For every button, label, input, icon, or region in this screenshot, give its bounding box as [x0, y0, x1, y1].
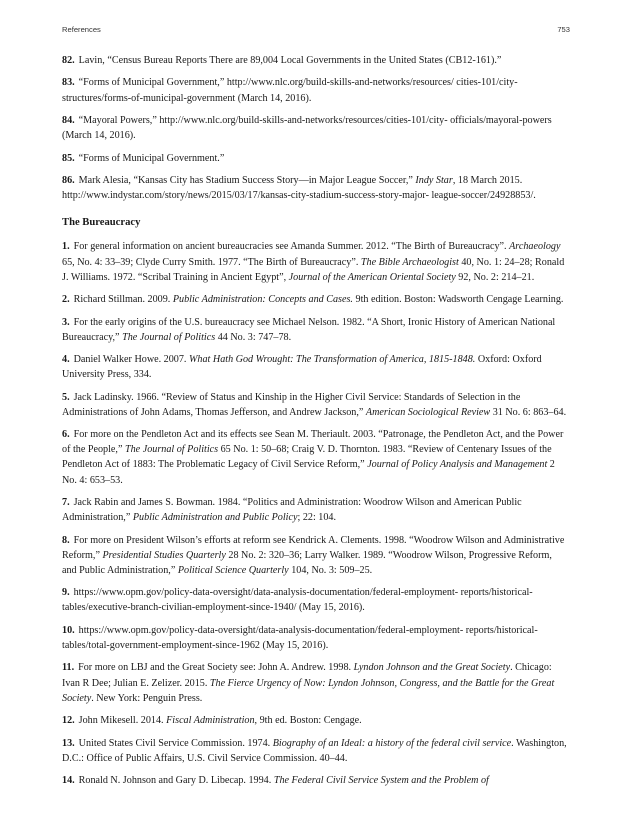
- page-number: 753: [557, 25, 570, 34]
- reference-number: 11.: [62, 662, 75, 674]
- reference-text: https://www.opm.gov/policy-data-oversight/data-analysis-documentation/federal-employment- reports/historical-tables/executive-branch-civilian-employment-since-1940/ (May 15, 2016).: [62, 587, 533, 614]
- reference-entry: [62, 53, 568, 68]
- reference-number: 3.: [62, 316, 70, 328]
- reference-entry: [62, 533, 568, 578]
- reference-text: , 18 March 2015. http://www.indystar.com/story/news/2015/03/17/kansas-city-stadium-success-story-major- league-soccer/24928853/.: [62, 175, 536, 202]
- reference-text: For more on President Wilson’s efforts at reform see Kendrick A. Clements. 1998. “Woodrow Wilson and Administrative Reform,”: [62, 534, 565, 561]
- reference-text: “Mayoral Powers,” http://www.nlc.org/build-skills-and-networks/resources/cities-101/city- officials/mayoral-powers (March 14, 2016).: [62, 115, 552, 142]
- reference-title-italic: The Bible Archaeologist: [360, 256, 459, 268]
- reference-title-italic: The Fierce Urgency of Now: Lyndon Johnson, Congress, and the Battle for the Great Society: [62, 677, 555, 704]
- reference-text: ; 22: 104.: [297, 512, 337, 524]
- reference-text: . Chicago: Ivan R Dee; Julian E. Zelizer. 2015.: [62, 662, 552, 689]
- reference-number: 82.: [62, 55, 75, 66]
- reference-number: 6.: [62, 429, 70, 441]
- reference-title-italic: Presidential Studies Quarterly: [102, 549, 226, 561]
- reference-entry: [62, 352, 568, 382]
- reference-number: 7.: [62, 497, 70, 509]
- reference-entry: [62, 151, 568, 166]
- reference-number: 12.: [62, 715, 75, 727]
- reference-text: , 9th ed. Boston: Cengage.: [254, 715, 362, 727]
- reference-text: 92, No. 2: 214–21.: [455, 271, 535, 283]
- reference-title-italic: Public Administration: Concepts and Cases.: [172, 294, 353, 306]
- reference-entry: [62, 315, 568, 345]
- reference-entry: [62, 660, 568, 705]
- reference-entry: [62, 239, 568, 284]
- reference-entry: [62, 495, 568, 525]
- reference-number: 8.: [62, 534, 70, 546]
- reference-text: Lavin, “Census Bureau Reports There are 89,004 Local Governments in the United States (CB12-161).”: [78, 55, 502, 66]
- reference-text: 65 No. 1: 50–68; Craig V. D. Thornton. 1983. “Review of Centenary Issues of the Pendleton Act of 1883: The Problematic Legacy of Civil Service Reform,”: [62, 444, 552, 471]
- reference-text: Ronald N. Johnson and Gary D. Libecap. 1994.: [78, 775, 274, 787]
- reference-text: 31 No. 6: 863–64.: [490, 406, 567, 418]
- references-body: [62, 53, 568, 796]
- reference-title-italic: Journal of Policy Analysis and Management: [367, 459, 548, 471]
- reference-entry: [62, 292, 568, 307]
- reference-entry: [62, 427, 568, 487]
- reference-text: 40, No. 1: 24–28; Ronald J. Williams. 1972. “Scribal Training in Ancient Egypt”,: [62, 256, 565, 283]
- reference-text: 9th edition. Boston: Wadsworth Cengage Learning.: [352, 294, 564, 306]
- reference-number: 5.: [62, 391, 70, 403]
- reference-text: For general information on ancient bureaucracies see Amanda Summer. 2012. “The Birth of Bureaucracy”.: [73, 241, 510, 253]
- reference-number: 14.: [62, 775, 75, 787]
- reference-text: For more on the Pendleton Act and its effects see Sean M. Theriault. 2003. “Patronage, the Pendleton Act, and the Power of the People,”: [62, 429, 564, 456]
- reference-title-italic: The Journal of Politics: [124, 444, 219, 456]
- running-head-section: References: [62, 25, 101, 34]
- reference-title-italic: Political Science Quarterly: [177, 564, 289, 576]
- reference-entry: [62, 75, 568, 105]
- reference-number: 2.: [62, 294, 70, 306]
- reference-text: “Forms of Municipal Government,” http://www.nlc.org/build-skills-and-networks/resources/ cities-101/city-structures/forms-of-municipal-government (March 14, 2016).: [62, 77, 518, 104]
- reference-text: 65, No. 4: 33–39; Clyde Curry Smith. 1977. “The Birth of Bureaucracy”.: [62, 256, 361, 268]
- reference-text: 104, No. 3: 509–25.: [288, 564, 373, 576]
- reference-text: Oxford: Oxford University Press, 334.: [62, 354, 542, 381]
- reference-title-italic: Public Administration and Public Policy: [132, 512, 298, 524]
- reference-text: 2 No. 4: 653–53.: [62, 459, 555, 486]
- reference-title-italic: American Sociological Review: [365, 406, 491, 418]
- reference-text: Daniel Walker Howe. 2007.: [73, 354, 189, 366]
- reference-number: 10.: [62, 624, 75, 636]
- reference-title-italic: What Hath God Wrought: The Transformation of America, 1815-1848.: [189, 354, 476, 366]
- reference-title-italic: Lyndon Johnson and the Great Society: [353, 662, 511, 674]
- reference-entry: [62, 585, 568, 615]
- reference-text: United States Civil Service Commission. 1974.: [78, 737, 273, 749]
- reference-number: 83.: [62, 77, 75, 89]
- reference-entry: [62, 713, 568, 728]
- reference-text: . Washington, D.C.: Office of Public Affairs, U.S. Civil Service Commission. 40–44.: [62, 737, 567, 764]
- reference-entry: [62, 623, 568, 653]
- reference-title-italic: Biography of an Ideal: a history of the federal civil service: [272, 737, 512, 749]
- reference-title-italic: Fiscal Administration: [166, 715, 255, 727]
- reference-title-italic: Archaeology: [509, 241, 561, 253]
- reference-text: Mark Alesia, “Kansas City has Stadium Success Story—in Major League Soccer,”: [78, 175, 416, 187]
- reference-text: . New York: Penguin Press.: [91, 692, 203, 704]
- reference-number: 4.: [62, 354, 70, 366]
- reference-text: Jack Rabin and James S. Bowman. 1984. “Politics and Administration: Woodrow Wilson and American Public Administration,”: [62, 497, 522, 524]
- reference-entry: [62, 390, 568, 420]
- reference-number: 13.: [62, 737, 75, 749]
- reference-entry: [62, 773, 568, 788]
- reference-title-italic: Indy Star: [415, 175, 453, 187]
- reference-number: 1.: [62, 241, 70, 253]
- section-heading: The Bureaucracy: [62, 217, 141, 229]
- reference-number: 86.: [62, 175, 75, 187]
- reference-text: John Mikesell. 2014.: [78, 715, 167, 727]
- reference-number: 9.: [62, 587, 70, 599]
- running-header: [62, 25, 570, 37]
- references-list-bureaucracy: [62, 239, 568, 788]
- reference-entry: [62, 113, 568, 143]
- reference-title-italic: Journal of the American Oriental Society: [288, 271, 456, 283]
- reference-text: For more on LBJ and the Great Society see: John A. Andrew. 1998.: [78, 662, 354, 674]
- reference-entry: [62, 736, 568, 766]
- reference-text: Richard Stillman. 2009.: [73, 294, 173, 306]
- reference-number: 84.: [62, 115, 75, 127]
- reference-entry: [62, 173, 568, 203]
- reference-text: 44 No. 3: 747–78.: [215, 331, 292, 343]
- reference-text: 28 No. 2: 320–36; Larry Walker. 1989. “Woodrow Wilson, Progressive Reform, and Public Administration,”: [62, 549, 552, 576]
- reference-title-italic: The Journal of Politics: [122, 331, 216, 343]
- reference-title-italic: The Federal Civil Service System and the Problem of: [273, 775, 489, 787]
- reference-number: 85.: [62, 152, 75, 164]
- reference-text: Jack Ladinsky. 1966. “Review of Status and Kinship in the Higher Civil Service: Standards of Selection in the Administrations of John Adams, Thomas Jefferson, and Andrew Jackson,”: [62, 391, 521, 418]
- reference-text: For the early origins of the U.S. bureaucracy see Michael Nelson. 1982. “A Short, Ironic History of American National Bureaucracy,”: [62, 316, 556, 343]
- reference-text: https://www.opm.gov/policy-data-oversight/data-analysis-documentation/federal-employment- reports/historical-tables/total-government-employment-since-1962 (May 15, 2016).: [62, 624, 538, 651]
- reference-text: “Forms of Municipal Government.”: [78, 152, 225, 164]
- references-list-top: [62, 53, 568, 203]
